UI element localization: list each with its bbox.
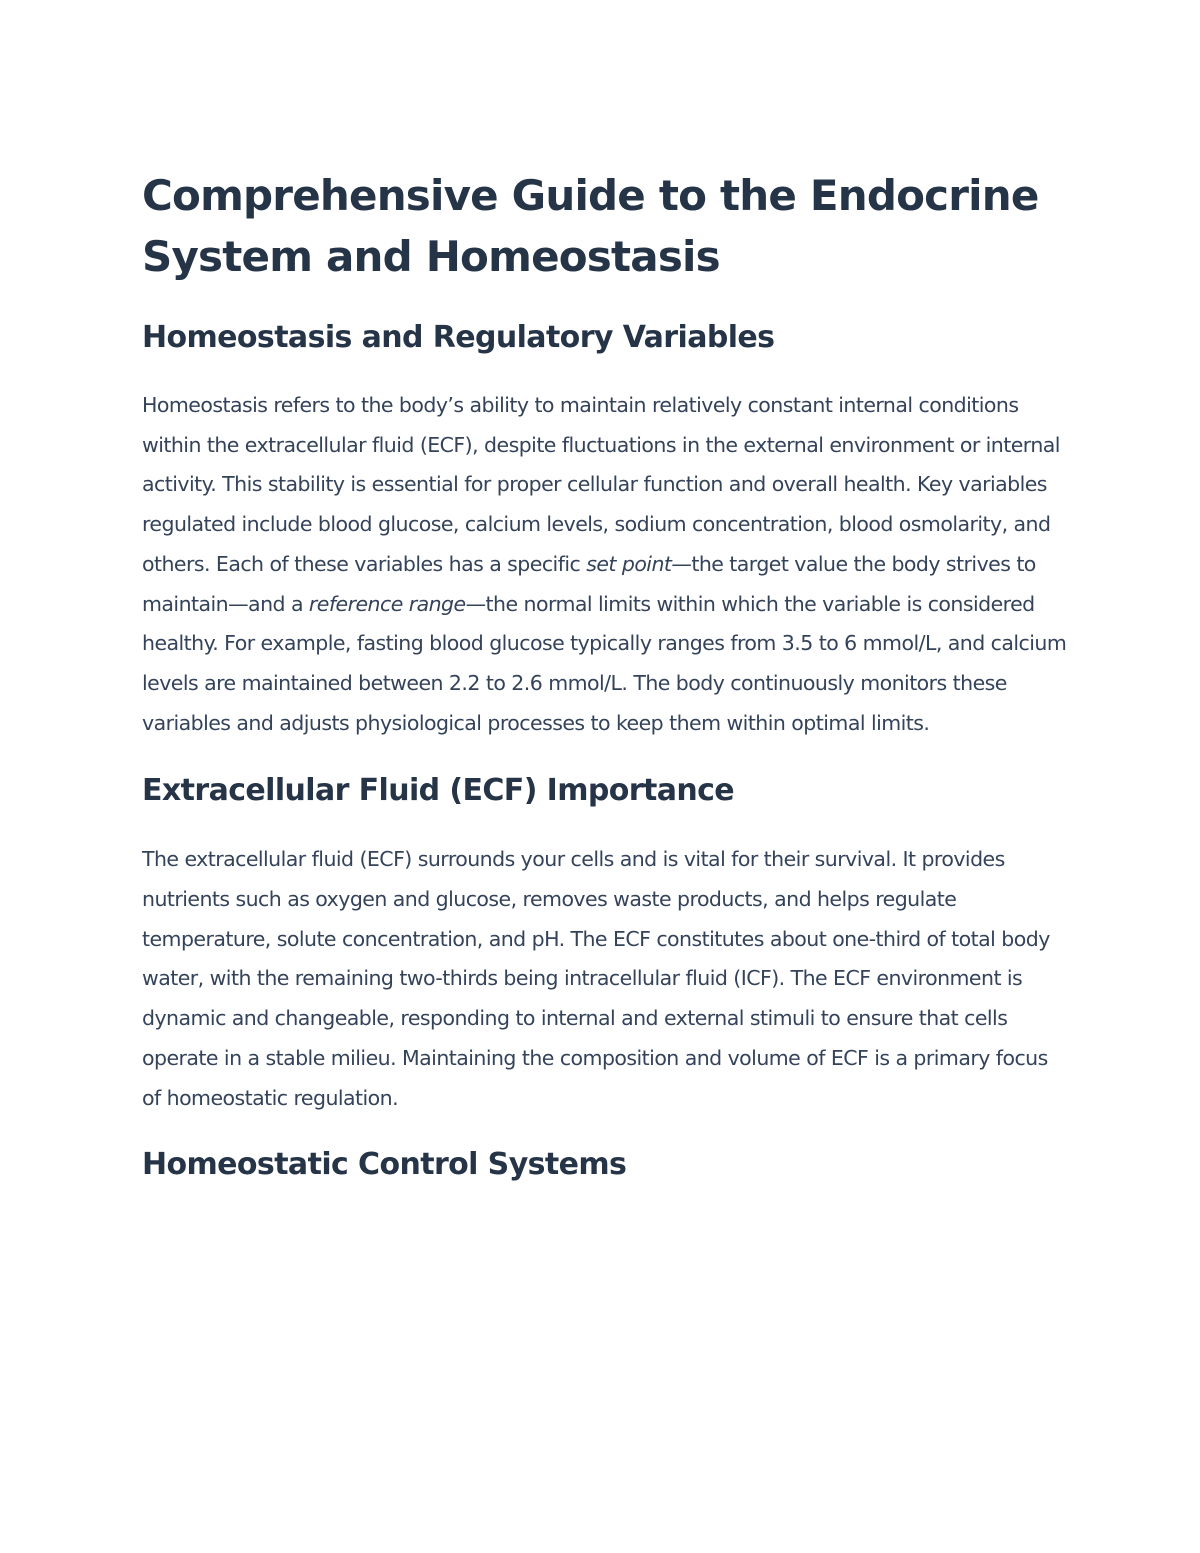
paragraph-text: —the target value the body strives to maintain—and a (142, 551, 1036, 616)
section-heading-ecf: Extracellular Fluid (ECF) Importance (142, 773, 735, 809)
document-page (142, 165, 1067, 1185)
document-title: Comprehensive Guide to the Endocrine System and Homeostasis (142, 171, 1039, 281)
paragraph-text: Homeostasis refers to the body’s ability to maintain relatively constant internal conditions within the extracellular fluid (ECF), despite fluctuations in the external environment or internal activity. This stability is essential for proper cellular function and overall health. Key variables regulated include blood glucose, calcium levels, sodium concentration, blood osmolarity, and others. Each of these variables has a specific (142, 393, 1060, 576)
term-reference-range: reference range (308, 591, 466, 616)
section-paragraph-ecf: The extracellular fluid (ECF) surrounds your cells and is vital for their survival. It provides nutrients such as oxygen and glucose, removes waste products, and helps regulate temperature, solute concentration, and pH. The ECF constitutes about one-third of total body water, with the remaining two-thirds being intracellular fluid (ICF). The ECF environment is dynamic and changeable, responding to internal and external stimuli to ensure that cells operate in a stable milieu. Maintaining the composition and volume of ECF is a primary focus of homeostatic regulation. (142, 847, 1050, 1110)
term-set-point: set point (586, 551, 672, 576)
section-heading-control-systems: Homeostatic Control Systems (142, 1147, 627, 1183)
paragraph-text: —the normal limits within which the variable is considered healthy. For example, fasting blood glucose typically ranges from 3.5 to 6 mmol/L, and calcium levels are maintained between 2.2 to 2.6 mmol/L. The body continuously monitors these variables and adjusts physiological processes to keep them within optimal limits. (142, 591, 1067, 735)
section-heading-homeostasis: Homeostasis and Regulatory Variables (142, 320, 775, 355)
section-paragraph-homeostasis (142, 386, 1067, 743)
